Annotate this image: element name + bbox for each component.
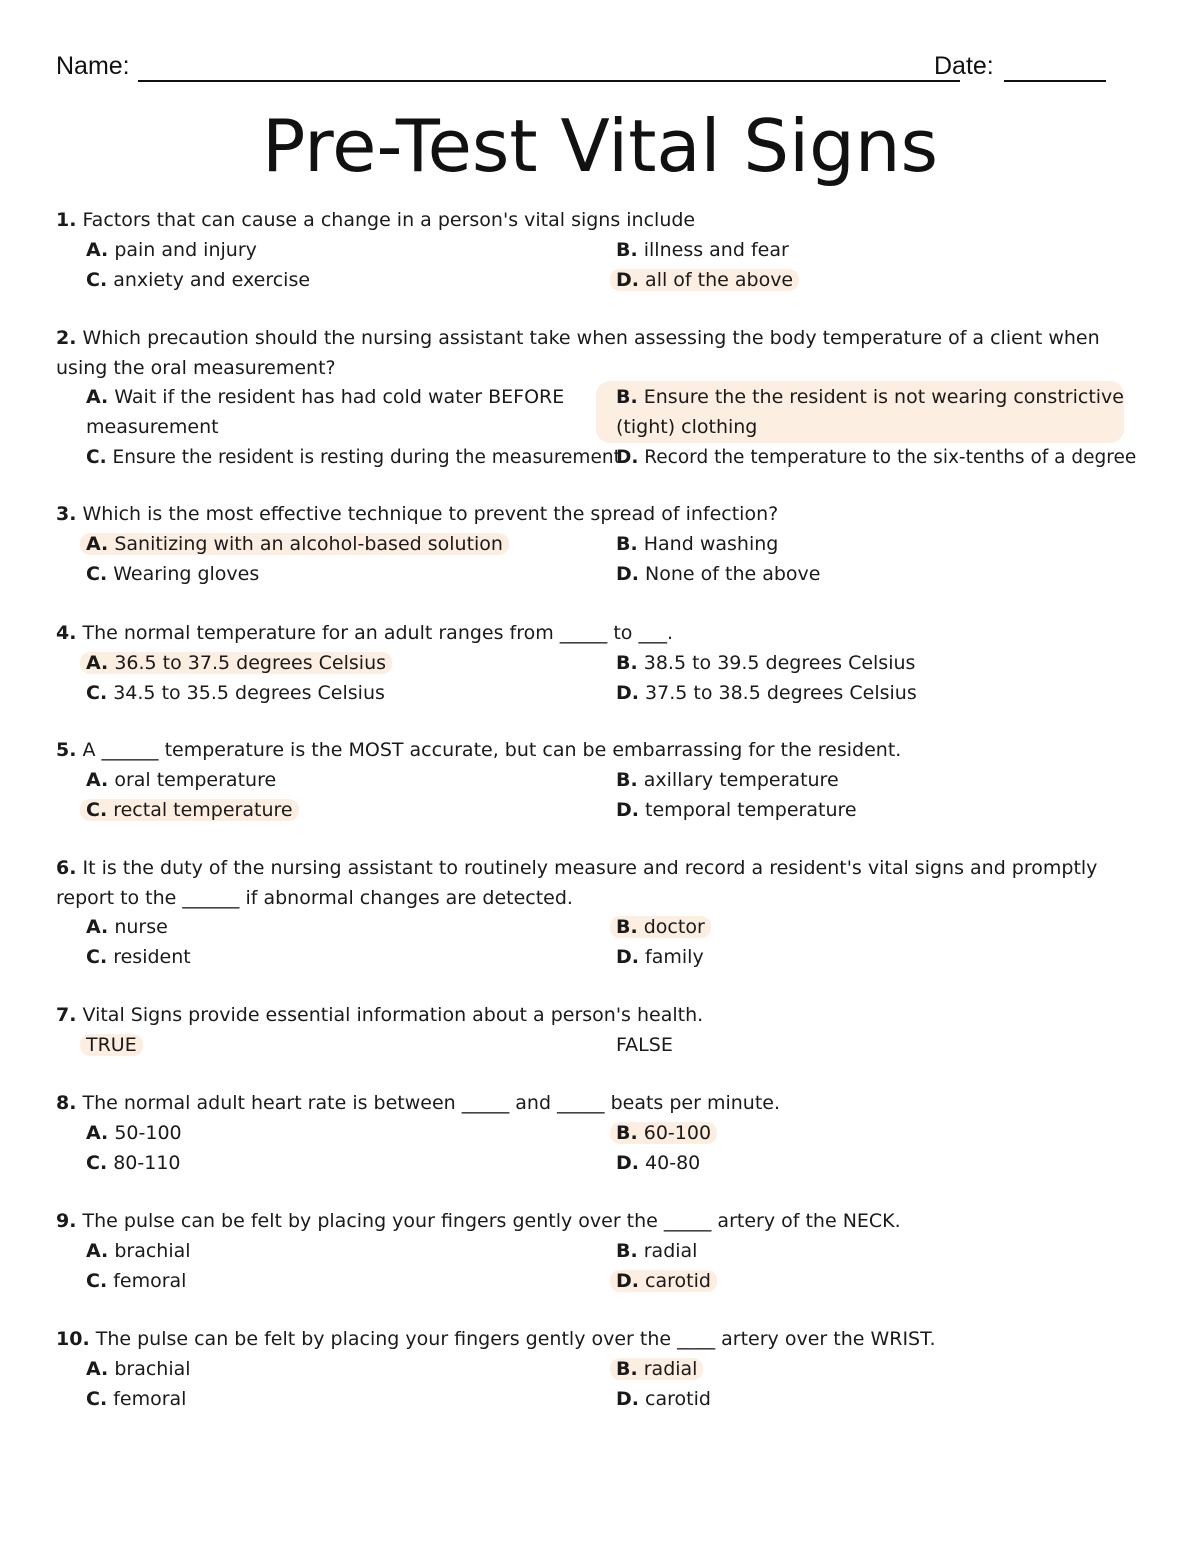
option-text: None of the above bbox=[645, 562, 821, 585]
answer-highlight bbox=[80, 799, 299, 821]
option-text: nurse bbox=[114, 916, 168, 938]
option-text: 60-100 bbox=[643, 1121, 712, 1144]
option-a[interactable] bbox=[86, 1119, 182, 1149]
question-number: 5. bbox=[56, 739, 77, 761]
option-text: 80-110 bbox=[113, 1151, 181, 1174]
question-prompt: Which precaution should the nursing assistant take when assessing the body temperature of a client when using the oral measurement? bbox=[56, 327, 1100, 379]
option-letter: B. bbox=[616, 1357, 638, 1380]
question-text bbox=[56, 736, 1146, 766]
answer-highlight bbox=[610, 1358, 703, 1380]
option-b[interactable] bbox=[616, 1237, 697, 1267]
question-3 bbox=[56, 500, 1146, 585]
option-letter: C. bbox=[86, 681, 108, 704]
option-text: FALSE bbox=[616, 1033, 673, 1056]
option-d[interactable] bbox=[616, 443, 1136, 473]
question-prompt: It is the duty of the nursing assistant to routinely measure and record a resident's vital signs and promptly report to the ______ if abnormal changes are detected. bbox=[56, 857, 1098, 909]
option-text: resident bbox=[113, 946, 191, 968]
option-text: brachial bbox=[114, 1239, 191, 1262]
option-text: TRUE bbox=[86, 1033, 137, 1056]
option-letter: B. bbox=[616, 238, 638, 261]
option-text: 36.5 to 37.5 degrees Celsius bbox=[114, 651, 387, 674]
option-b-highlighted[interactable] bbox=[616, 913, 711, 943]
question-number: 9. bbox=[56, 1210, 77, 1232]
option-d[interactable] bbox=[616, 679, 917, 709]
option-text: femoral bbox=[113, 1387, 187, 1410]
option-c[interactable] bbox=[86, 266, 310, 296]
option-text: 38.5 to 39.5 degrees Celsius bbox=[643, 651, 916, 674]
option-text: temporal temperature bbox=[645, 798, 857, 821]
option-d[interactable] bbox=[616, 943, 704, 973]
option-text: 37.5 to 38.5 degrees Celsius bbox=[645, 681, 917, 704]
option-letter: B. bbox=[616, 651, 638, 674]
option-letter: A. bbox=[86, 768, 109, 791]
option-text: rectal temperature bbox=[113, 798, 293, 821]
question-prompt: Vital Signs provide essential information about a person's health. bbox=[82, 1004, 704, 1026]
option-false[interactable] bbox=[616, 1031, 673, 1061]
question-text bbox=[56, 1207, 1146, 1237]
option-letter: C. bbox=[86, 1269, 108, 1292]
option-c[interactable] bbox=[86, 1149, 181, 1179]
option-letter: A. bbox=[86, 1239, 109, 1262]
option-letter: D. bbox=[616, 447, 639, 468]
option-b[interactable] bbox=[616, 766, 839, 796]
option-letter: C. bbox=[86, 1151, 108, 1174]
option-d[interactable] bbox=[616, 1385, 711, 1415]
question-8 bbox=[56, 1089, 1146, 1174]
question-text bbox=[56, 1001, 1146, 1031]
option-b[interactable] bbox=[616, 530, 778, 560]
option-c[interactable] bbox=[86, 943, 191, 973]
option-a[interactable] bbox=[86, 1237, 191, 1267]
question-number: 3. bbox=[56, 503, 77, 525]
question-number: 7. bbox=[56, 1004, 77, 1026]
option-letter: A. bbox=[86, 238, 109, 261]
answer-highlight bbox=[610, 1270, 717, 1292]
option-a-highlighted[interactable] bbox=[86, 530, 509, 560]
question-prompt: Which is the most effective technique to prevent the spread of infection? bbox=[82, 503, 779, 525]
answer-highlight bbox=[610, 1122, 717, 1144]
option-d-highlighted[interactable] bbox=[616, 1267, 717, 1297]
option-text: 50-100 bbox=[114, 1121, 182, 1144]
option-a[interactable] bbox=[86, 913, 168, 943]
question-text bbox=[56, 619, 1146, 649]
question-text bbox=[56, 1089, 1146, 1119]
option-b[interactable] bbox=[616, 236, 789, 266]
question-prompt: The normal temperature for an adult ranges from _____ to ___. bbox=[82, 622, 673, 644]
option-text: Hand washing bbox=[643, 532, 779, 555]
question-prompt: Factors that can cause a change in a person's vital signs include bbox=[82, 209, 696, 231]
question-5 bbox=[56, 736, 1146, 821]
option-c[interactable] bbox=[86, 1385, 186, 1415]
option-letter: B. bbox=[616, 1121, 638, 1144]
option-letter: C. bbox=[86, 562, 108, 585]
option-letter: D. bbox=[616, 681, 639, 704]
option-letter: C. bbox=[86, 798, 108, 821]
question-9 bbox=[56, 1207, 1146, 1292]
question-prompt: The pulse can be felt by placing your fingers gently over the ____ artery over the WRIST. bbox=[95, 1328, 936, 1350]
question-text bbox=[56, 206, 1146, 236]
option-b-highlighted[interactable] bbox=[616, 1355, 703, 1385]
option-b-highlighted[interactable] bbox=[616, 1119, 717, 1149]
option-letter: C. bbox=[86, 447, 107, 468]
option-letter: A. bbox=[86, 651, 109, 674]
option-true-highlighted[interactable] bbox=[86, 1031, 143, 1061]
option-text: brachial bbox=[114, 1357, 191, 1380]
question-2 bbox=[56, 324, 1146, 468]
option-text: anxiety and exercise bbox=[113, 268, 311, 291]
option-text: Record the temperature to the six-tenths of a degree bbox=[644, 447, 1137, 468]
option-text: oral temperature bbox=[114, 768, 277, 791]
option-letter: A. bbox=[86, 532, 109, 555]
option-c[interactable] bbox=[86, 1267, 186, 1297]
question-number: 1. bbox=[56, 209, 77, 231]
question-prompt: A ______ temperature is the MOST accurate, but can be embarrassing for the resident. bbox=[82, 739, 902, 761]
option-text: doctor bbox=[643, 916, 705, 938]
option-a[interactable] bbox=[86, 1355, 191, 1385]
question-number: 6. bbox=[56, 857, 77, 879]
option-text: axillary temperature bbox=[643, 768, 839, 791]
question-4 bbox=[56, 619, 1146, 704]
option-letter: B. bbox=[616, 768, 638, 791]
option-d[interactable] bbox=[616, 560, 821, 590]
question-6 bbox=[56, 854, 1146, 968]
question-7 bbox=[56, 1001, 1146, 1056]
option-d-highlighted[interactable] bbox=[616, 266, 799, 296]
question-number: 4. bbox=[56, 622, 77, 644]
date-blank-line[interactable] bbox=[1004, 80, 1106, 82]
option-text: family bbox=[645, 946, 704, 968]
question-number: 2. bbox=[56, 327, 77, 349]
option-letter: C. bbox=[86, 1387, 108, 1410]
answer-highlight bbox=[80, 652, 392, 674]
answer-highlight bbox=[610, 269, 799, 291]
date-label: Date: bbox=[934, 52, 994, 80]
option-d[interactable] bbox=[616, 1149, 700, 1179]
option-text: all of the above bbox=[645, 268, 794, 291]
question-1 bbox=[56, 206, 1146, 291]
option-text: 34.5 to 35.5 degrees Celsius bbox=[113, 681, 385, 704]
option-c-highlighted[interactable] bbox=[86, 796, 299, 826]
option-letter: A. bbox=[86, 1121, 109, 1144]
option-letter: D. bbox=[616, 798, 639, 821]
option-letter: A. bbox=[86, 1357, 109, 1380]
name-label: Name: bbox=[56, 52, 130, 80]
option-text: Ensure the resident is resting during the measurement bbox=[112, 447, 621, 468]
option-letter: D. bbox=[616, 1387, 639, 1410]
option-text: Wearing gloves bbox=[113, 562, 260, 585]
option-text: Wait if the resident has had cold water BEFORE measurement bbox=[86, 386, 565, 438]
question-number: 8. bbox=[56, 1092, 77, 1114]
question-prompt: The pulse can be felt by placing your fingers gently over the _____ artery of the NECK. bbox=[82, 1210, 901, 1232]
question-text bbox=[56, 500, 1146, 530]
option-letter: D. bbox=[616, 1151, 639, 1174]
option-c[interactable] bbox=[86, 679, 385, 709]
option-a-highlighted[interactable] bbox=[86, 649, 392, 679]
option-letter: C. bbox=[86, 268, 108, 291]
option-letter: B. bbox=[616, 386, 638, 408]
question-number: 10. bbox=[56, 1328, 90, 1350]
answer-highlight bbox=[80, 533, 509, 555]
option-text: 40-80 bbox=[645, 1151, 701, 1174]
option-b-highlighted[interactable] bbox=[616, 383, 1126, 442]
option-text: Ensure the the resident is not wearing constrictive (tight) clothing bbox=[616, 386, 1124, 438]
option-text: radial bbox=[643, 1239, 698, 1262]
option-text: femoral bbox=[113, 1269, 187, 1292]
question-text bbox=[56, 854, 1146, 913]
option-letter: D. bbox=[616, 1269, 639, 1292]
option-letter: A. bbox=[86, 386, 109, 408]
option-letter: B. bbox=[616, 1239, 638, 1262]
option-letter: D. bbox=[616, 268, 639, 291]
option-text: carotid bbox=[645, 1387, 711, 1410]
name-blank-line[interactable] bbox=[138, 80, 960, 82]
page-title: Pre-Test Vital Signs bbox=[262, 104, 938, 188]
header bbox=[56, 52, 1106, 86]
option-a[interactable] bbox=[86, 383, 586, 442]
question-prompt: The normal adult heart rate is between _____ and _____ beats per minute. bbox=[82, 1092, 781, 1114]
question-10 bbox=[56, 1325, 1146, 1410]
option-letter: C. bbox=[86, 946, 108, 968]
answer-highlight bbox=[610, 916, 711, 938]
option-text: radial bbox=[643, 1357, 698, 1380]
option-letter: B. bbox=[616, 916, 638, 938]
option-c[interactable] bbox=[86, 560, 259, 590]
option-a[interactable] bbox=[86, 236, 257, 266]
option-letter: B. bbox=[616, 532, 638, 555]
question-text bbox=[56, 1325, 1146, 1355]
option-letter: A. bbox=[86, 916, 109, 938]
option-text: carotid bbox=[645, 1269, 711, 1292]
option-text: Sanitizing with an alcohol-based solution bbox=[114, 532, 503, 555]
option-d[interactable] bbox=[616, 796, 857, 826]
option-text: illness and fear bbox=[643, 238, 789, 261]
option-text: pain and injury bbox=[114, 238, 257, 261]
question-text bbox=[56, 324, 1146, 383]
option-c[interactable] bbox=[86, 443, 621, 473]
option-a[interactable] bbox=[86, 766, 276, 796]
option-b[interactable] bbox=[616, 649, 915, 679]
answer-highlight bbox=[80, 1034, 143, 1056]
option-letter: D. bbox=[616, 946, 639, 968]
option-letter: D. bbox=[616, 562, 639, 585]
